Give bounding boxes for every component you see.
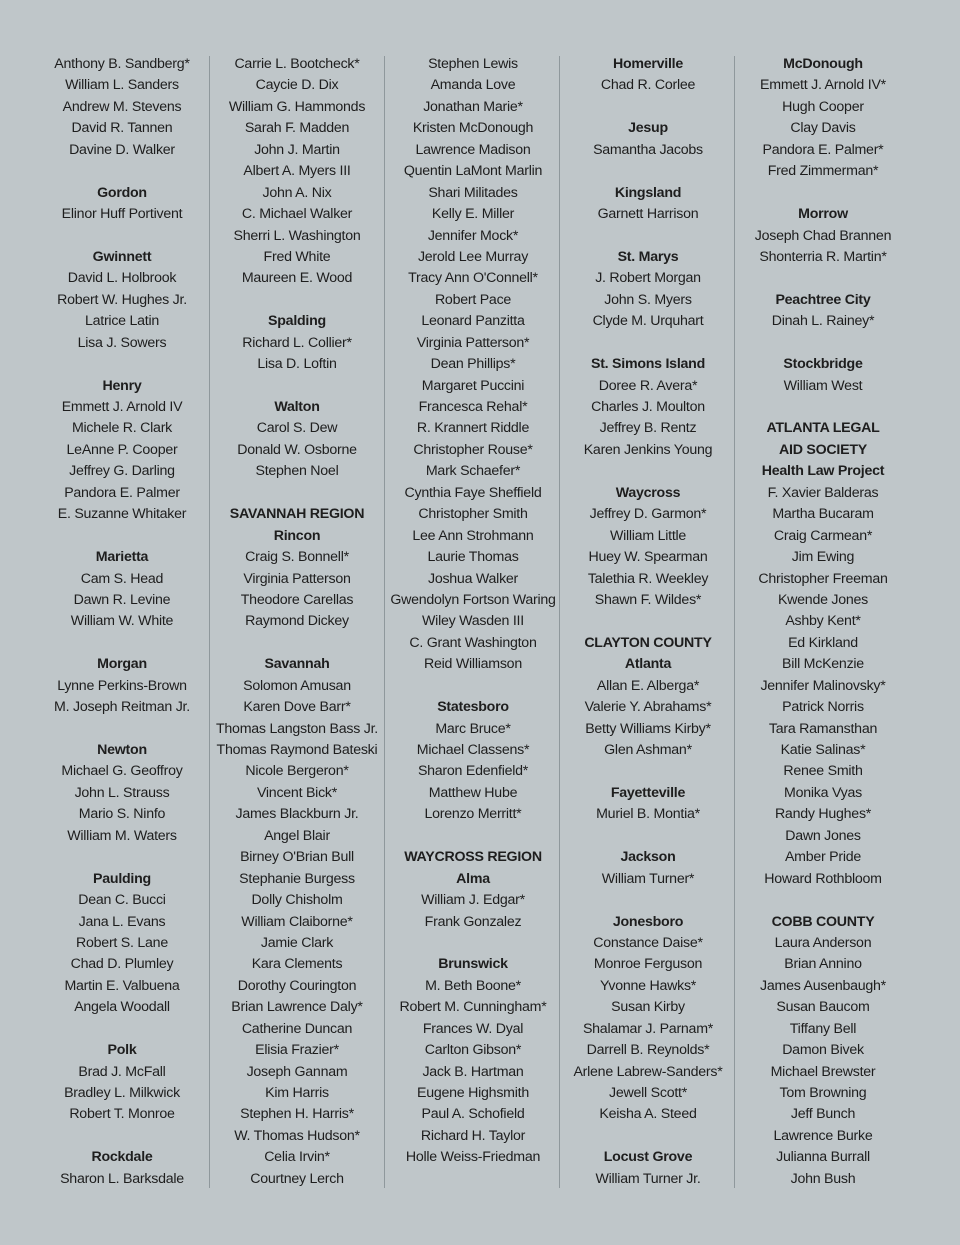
member-name: Michael Classens* <box>416 742 530 758</box>
member-name: Kim Harris <box>265 1085 329 1101</box>
member-name: Jennifer Mock* <box>427 227 519 244</box>
section-gap <box>34 1126 210 1147</box>
member-name: Anthony B. Sandberg* <box>54 56 190 72</box>
section-heading: Marietta <box>95 549 149 566</box>
section-heading: Kingsland <box>614 184 682 201</box>
section-heading: Atlanta <box>624 656 672 673</box>
member-name: Monroe Ferguson <box>593 956 703 973</box>
member-name: Davine D. Walker <box>69 141 175 158</box>
member-name: William West <box>783 377 863 394</box>
member-name: Damon Bivek <box>782 1042 864 1059</box>
section-heading: WAYCROSS REGION <box>404 849 542 866</box>
member-name: Francesca Rehal* <box>418 399 528 415</box>
section-gap <box>735 397 911 418</box>
section-heading: Gordon <box>97 184 147 201</box>
member-name: Kara Clements <box>251 956 343 973</box>
member-name: David L. Holbrook <box>67 270 177 287</box>
member-name: Jeffrey G. Darling <box>69 463 175 480</box>
member-name: Clay Davis <box>790 120 856 137</box>
member-name: Shonterria R. Martin* <box>759 248 887 265</box>
section-heading: Locust Grove <box>603 1149 693 1166</box>
member-name: Martin E. Valbuena <box>64 977 180 994</box>
member-name: Maureen E. Wood <box>241 270 353 287</box>
member-name: William Claiborne* <box>241 913 353 930</box>
member-name: Jewell Scott* <box>609 1085 687 1101</box>
member-name: Pandora E. Palmer <box>64 484 180 501</box>
section-heading: Brunswick <box>438 956 508 973</box>
member-name: Jeffrey B. Rentz <box>599 420 697 437</box>
section-heading: Waycross <box>615 484 681 501</box>
section-heading: Savannah <box>264 656 330 673</box>
member-name: Martha Bucaram <box>772 506 874 523</box>
member-name: John Bush <box>790 1170 856 1187</box>
member-name: William Little <box>609 527 687 544</box>
member-name: Courtney Lerch <box>250 1170 344 1187</box>
member-name: Laurie Thomas <box>427 549 519 566</box>
member-name: Virginia Patterson <box>243 570 351 587</box>
member-name: Brad J. McFall <box>78 1063 166 1080</box>
member-name: Frank Gonzalez <box>424 913 522 930</box>
member-name: Jack B. Hartman <box>422 1063 524 1080</box>
section-heading: Newton <box>97 742 147 758</box>
section-gap <box>34 354 210 375</box>
member-name: Marc Bruce* <box>435 720 511 737</box>
member-name: Elisia Frazier* <box>255 1042 339 1059</box>
member-name: Shawn F. Wildes* <box>594 591 702 608</box>
member-name: Julianna Burrall <box>776 1149 870 1166</box>
member-name: Stephen H. Harris* <box>240 1106 354 1123</box>
section-gap <box>209 483 385 504</box>
roster-column-2 <box>209 54 385 1190</box>
member-name: Sharon L. Barksdale <box>60 1170 184 1187</box>
member-name: Clyde M. Urquhart <box>592 313 704 330</box>
section-heading: Rincon <box>273 527 321 544</box>
member-name: Leonard Panzitta <box>421 313 525 330</box>
member-name: Talethia R. Weekley <box>587 570 709 587</box>
section-gap <box>560 1126 736 1147</box>
section-heading: Jesup <box>628 120 668 137</box>
member-name: Jeff Bunch <box>790 1106 856 1123</box>
member-name: Karen Jenkins Young <box>583 441 713 458</box>
section-gap <box>385 676 561 697</box>
member-name: Jamie Clark <box>260 934 334 951</box>
member-name: Michael G. Geoffroy <box>61 763 183 780</box>
member-name: Margaret Puccini <box>421 377 525 394</box>
member-name: W. Thomas Hudson* <box>234 1127 360 1144</box>
section-heading: St. Simons Island <box>590 356 705 373</box>
member-name: Raymond Dickey <box>245 613 349 630</box>
member-name: Glen Ashman* <box>604 742 692 758</box>
section-heading: Gwinnett <box>92 248 152 265</box>
member-name: Hugh Cooper <box>782 98 864 115</box>
member-name: Lawrence Burke <box>773 1127 873 1144</box>
member-name: Andrew M. Stevens <box>62 98 182 115</box>
member-name: Joshua Walker <box>427 570 519 587</box>
member-name: Lee Ann Strohmann <box>412 527 534 544</box>
member-name: Keisha A. Steed <box>599 1106 697 1123</box>
member-name: Wiley Wasden III <box>422 613 524 630</box>
member-name: Samantha Jacobs <box>593 141 703 158</box>
member-name: Lorenzo Merritt* <box>424 806 522 823</box>
member-name: Robert M. Cunningham* <box>399 999 547 1016</box>
member-name: Emmett J. Arnold IV <box>61 399 183 415</box>
member-name: Donald W. Osborne <box>237 441 357 458</box>
member-name: LeAnne P. Cooper <box>66 441 178 458</box>
member-name: C. Grant Washington <box>409 634 537 651</box>
member-name: Dinah L. Rainey* <box>771 313 875 330</box>
member-name: Emmett J. Arnold IV* <box>760 77 886 94</box>
member-name: Joseph Gannam <box>246 1063 348 1080</box>
member-name: Lisa J. Sowers <box>77 334 167 351</box>
section-heading: Morgan <box>97 656 147 673</box>
section-gap <box>34 719 210 740</box>
member-name: Karen Dove Barr* <box>243 699 351 716</box>
member-name: Angel Blair <box>264 827 330 844</box>
section-gap <box>34 633 210 654</box>
member-name: Robert Pace <box>434 291 512 308</box>
member-name: Latrice Latin <box>84 313 160 330</box>
member-name: Jim Ewing <box>791 549 855 566</box>
member-name: Huey W. Spearman <box>588 549 708 566</box>
member-name: Howard Rothbloom <box>764 870 882 887</box>
member-name: Ed Kirkland <box>788 634 858 651</box>
section-gap <box>560 826 736 847</box>
member-name: R. Krannert Riddle <box>416 420 530 437</box>
member-name: Pandora E. Palmer* <box>762 141 884 158</box>
section-heading: Jackson <box>620 849 676 866</box>
section-gap <box>385 933 561 954</box>
member-name: Birney O'Brian Bull <box>240 849 354 866</box>
member-name: Yvonne Hawks* <box>599 977 697 994</box>
member-name: Brian Annino <box>784 956 862 973</box>
member-name: Thomas Raymond Bateski <box>216 742 378 758</box>
member-name: Michele R. Clark <box>71 420 173 437</box>
member-name: Charles J. Moulton <box>591 399 705 415</box>
member-name: James Blackburn Jr. <box>235 806 359 823</box>
member-name: Katie Salinas* <box>780 742 866 758</box>
section-gap <box>735 183 911 204</box>
section-heading: Henry <box>102 377 142 394</box>
member-name: Eugene Highsmith <box>417 1085 529 1101</box>
section-heading: Peachtree City <box>775 291 871 308</box>
member-name: Lisa D. Loftin <box>257 356 337 373</box>
member-name: Kristen McDonough <box>412 120 534 137</box>
member-name: Albert A. Myers III <box>243 163 351 180</box>
member-name: F. Xavier Balderas <box>767 484 879 501</box>
section-gap <box>34 526 210 547</box>
roster-column-4 <box>560 54 736 1190</box>
member-name: Jennifer Malinovsky* <box>760 677 886 694</box>
member-name: Chad R. Corlee <box>600 77 696 94</box>
member-name: M. Joseph Reitman Jr. <box>54 699 190 716</box>
member-name: Arlene Labrew-Sanders* <box>573 1063 723 1080</box>
member-name: John J. Martin <box>254 141 340 158</box>
roster-column-1 <box>34 54 210 1190</box>
member-name: Tara Ramansthan <box>768 720 878 737</box>
member-name: Paul A. Schofield <box>421 1106 525 1123</box>
member-name: Doree R. Avera* <box>598 377 698 394</box>
member-name: William Turner Jr. <box>595 1170 701 1187</box>
member-name: Caycie D. Dix <box>255 77 339 94</box>
member-name: E. Suzanne Whitaker <box>57 506 187 523</box>
member-name: Jerold Lee Murray <box>417 248 529 265</box>
member-name: Randy Hughes* <box>774 806 872 823</box>
member-name: Fred White <box>263 248 331 265</box>
member-name: Richard L. Collier* <box>242 334 352 351</box>
member-name: Vincent Bick* <box>256 784 338 801</box>
member-name: James Ausenbaugh* <box>760 977 886 994</box>
member-name: Bradley L. Milkwick <box>64 1085 180 1101</box>
member-name: Garnett Harrison <box>597 206 699 223</box>
section-gap <box>385 826 561 847</box>
roster-column-5 <box>735 54 911 1190</box>
roster-column-3 <box>385 54 561 1169</box>
member-name: Jonathan Marie* <box>423 98 523 115</box>
member-name: Betty Williams Kirby* <box>585 720 711 737</box>
member-name: Dawn Jones <box>785 827 861 844</box>
member-name: Chad D. Plumley <box>70 956 174 973</box>
member-name: Lynne Perkins-Brown <box>57 677 187 694</box>
member-name: Tom Browning <box>779 1085 867 1101</box>
member-name: Stephen Lewis <box>428 56 518 72</box>
member-name: Gwendolyn Fortson Waring <box>390 591 556 608</box>
member-name: Sarah F. Madden <box>244 120 350 137</box>
member-name: Solomon Amusan <box>243 677 351 694</box>
member-name: Monika Vyas <box>784 784 862 801</box>
member-name: Darrell B. Reynolds* <box>586 1042 710 1059</box>
member-name: Fred Zimmerman* <box>767 163 879 180</box>
member-name: Christopher Smith <box>418 506 528 523</box>
member-name: Richard H. Taylor <box>420 1127 526 1144</box>
member-name: Sherri L. Washington <box>233 227 361 244</box>
section-gap <box>735 268 911 289</box>
section-heading: Polk <box>107 1042 137 1059</box>
member-name: Tracy Ann O'Connell* <box>408 270 538 287</box>
section-heading: Rockdale <box>91 1149 153 1166</box>
member-name: Brian Lawrence Daly* <box>231 999 363 1016</box>
member-name: Catherine Duncan <box>241 1020 353 1037</box>
member-name: C. Michael Walker <box>241 206 353 223</box>
member-name: Quentin LaMont Marlin <box>403 163 543 180</box>
member-name: William Turner* <box>601 870 695 887</box>
member-name: Shari Militades <box>428 184 518 201</box>
member-name: J. Robert Morgan <box>595 270 701 287</box>
member-name: Frances W. Dyal <box>422 1020 524 1037</box>
section-heading: Alma <box>456 870 490 887</box>
section-gap <box>560 611 736 632</box>
member-name: Joseph Chad Brannen <box>754 227 892 244</box>
member-name: Carlton Gibson* <box>424 1042 522 1059</box>
member-name: Dolly Chisholm <box>251 892 343 909</box>
member-name: Jana L. Evans <box>78 913 166 930</box>
section-gap <box>209 376 385 397</box>
member-name: Jeffrey D. Garmon* <box>589 506 707 523</box>
section-heading: Statesboro <box>437 699 509 716</box>
member-name: John L. Strauss <box>74 784 170 801</box>
member-name: Dorothy Courington <box>237 977 357 994</box>
section-heading: Health Law Project <box>761 463 885 480</box>
section-heading: ATLANTA LEGAL <box>766 420 880 437</box>
section-gap <box>560 890 736 911</box>
member-name: Shalamar J. Parnam* <box>582 1020 714 1037</box>
member-name: Dawn R. Levine <box>73 591 171 608</box>
section-heading: Jonesboro <box>612 913 684 930</box>
member-name: Matthew Hube <box>428 784 518 801</box>
section-heading: AID SOCIETY <box>779 441 867 458</box>
member-name: M. Beth Boone* <box>425 977 521 994</box>
section-heading: Spalding <box>268 313 326 330</box>
member-name: Laura Anderson <box>774 934 872 951</box>
member-name: John S. Myers <box>604 291 692 308</box>
section-heading: McDonough <box>783 56 863 72</box>
member-name: Amanda Love <box>430 77 516 94</box>
member-name: Cam S. Head <box>80 570 164 587</box>
member-name: John A. Nix <box>262 184 332 201</box>
member-name: Celia Irvin* <box>264 1149 330 1166</box>
member-name: Kelly E. Miller <box>431 206 515 223</box>
member-name: Mark Schaefer* <box>425 463 521 480</box>
member-name: Patrick Norris <box>782 699 864 716</box>
section-heading: Homerville <box>612 56 684 72</box>
section-gap <box>560 461 736 482</box>
member-name: Sharon Edenfield* <box>417 763 529 780</box>
member-name: William G. Hammonds <box>228 98 366 115</box>
member-name: Bill McKenzie <box>782 656 864 673</box>
member-name: Valerie Y. Abrahams* <box>584 699 712 716</box>
section-gap <box>560 161 736 182</box>
member-name: Dean Phillips* <box>430 356 516 373</box>
section-gap <box>34 161 210 182</box>
member-name: Christopher Rouse* <box>413 441 533 458</box>
member-name: Dean C. Bucci <box>78 892 166 909</box>
member-name: Stephanie Burgess <box>239 870 355 887</box>
section-heading: CLAYTON COUNTY <box>584 634 712 651</box>
section-heading: St. Marys <box>617 248 679 265</box>
section-heading: Morrow <box>798 206 848 223</box>
member-name: Robert S. Lane <box>76 934 168 951</box>
member-name: Mario S. Ninfo <box>78 806 166 823</box>
member-name: Muriel B. Montia* <box>596 806 700 823</box>
member-name: William M. Waters <box>67 827 177 844</box>
member-name: Angela Woodall <box>74 999 170 1016</box>
member-name: Craig Carmean* <box>773 527 873 544</box>
section-heading: Stockbridge <box>783 356 863 373</box>
member-name: Virginia Patterson* <box>416 334 530 351</box>
member-name: Reid Williamson <box>424 656 522 673</box>
member-name: Robert W. Hughes Jr. <box>57 291 187 308</box>
section-heading: Walton <box>274 399 320 415</box>
member-name: Nicole Bergeron* <box>245 763 349 780</box>
section-gap <box>560 761 736 782</box>
section-gap <box>560 333 736 354</box>
section-gap <box>560 226 736 247</box>
section-gap <box>34 226 210 247</box>
member-name: Renee Smith <box>783 763 863 780</box>
section-gap <box>735 890 911 911</box>
member-name: Holle Weiss-Friedman <box>405 1149 541 1166</box>
member-name: Ashby Kent* <box>785 613 861 630</box>
member-name: Allan E. Alberga* <box>596 677 700 694</box>
section-heading: Fayetteville <box>610 784 686 801</box>
member-name: Stephen Noel <box>255 463 339 480</box>
member-name: Carrie L. Bootcheck* <box>234 56 360 72</box>
member-name: Thomas Langston Bass Jr. <box>216 720 378 737</box>
section-heading: SAVANNAH REGION <box>229 506 365 523</box>
member-name: Elinor Huff Portivent <box>61 206 183 223</box>
member-name: Kwende Jones <box>777 591 869 608</box>
member-name: Theodore Carellas <box>240 591 354 608</box>
member-name: William L. Sanders <box>65 77 179 94</box>
member-name: Constance Daise* <box>593 934 703 951</box>
member-name: Tiffany Bell <box>789 1020 857 1037</box>
section-gap <box>560 97 736 118</box>
section-gap <box>209 633 385 654</box>
member-name: Carol S. Dew <box>256 420 338 437</box>
member-name: Michael Brewster <box>770 1063 876 1080</box>
section-heading: COBB COUNTY <box>771 913 875 930</box>
member-name: Amber Pride <box>784 849 862 866</box>
member-name: Cynthia Faye Sheffield <box>404 484 542 501</box>
member-name: Susan Baucom <box>776 999 870 1016</box>
member-name: Craig S. Bonnell* <box>245 549 349 566</box>
member-name: David R. Tannen <box>71 120 173 137</box>
member-name: William J. Edgar* <box>421 892 525 909</box>
section-heading: Paulding <box>93 870 151 887</box>
section-gap <box>34 1019 210 1040</box>
member-name: William W. White <box>70 613 174 630</box>
section-gap <box>735 333 911 354</box>
member-name: Lawrence Madison <box>415 141 531 158</box>
member-name: Christopher Freeman <box>758 570 888 587</box>
member-name: Robert T. Monroe <box>69 1106 175 1123</box>
member-name: Susan Kirby <box>611 999 685 1016</box>
section-gap <box>34 847 210 868</box>
section-gap <box>209 290 385 311</box>
